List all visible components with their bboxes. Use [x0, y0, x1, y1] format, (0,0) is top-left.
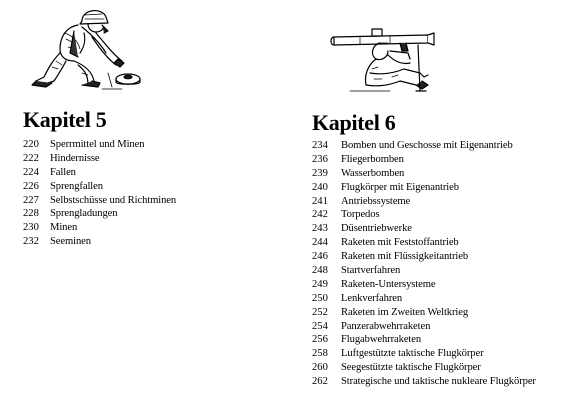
toc-entry[interactable]: [312, 139, 536, 153]
entry-title: Torpedos: [341, 209, 380, 221]
page-number: 234: [312, 140, 328, 151]
page-number: 262: [312, 376, 328, 388]
chapter-5-section: [23, 108, 176, 249]
entry-title: Raketen mit Feststoffantrieb: [341, 237, 459, 249]
page-number: 250: [312, 292, 328, 304]
toc-entry[interactable]: [312, 278, 536, 292]
entry-title: Hindernisse: [50, 152, 100, 164]
toc-entry[interactable]: [312, 264, 536, 278]
toc-entry[interactable]: [312, 208, 536, 222]
page-number: 236: [312, 153, 328, 165]
page-number: 222: [23, 152, 39, 164]
page-number: 227: [23, 194, 39, 206]
toc-entry[interactable]: [312, 361, 536, 375]
page-number: 239: [312, 167, 328, 179]
toc-entry[interactable]: [23, 194, 176, 208]
entry-title: Antriebssysteme: [341, 195, 411, 207]
page-number: 260: [312, 362, 328, 374]
page-number: 240: [312, 181, 328, 193]
chapter-contents-list: [312, 139, 536, 389]
entry-title: Flugabwehrraketen: [341, 334, 422, 346]
entry-title: Raketen mit Flüssigkeitantrieb: [341, 251, 469, 263]
page-number: 241: [312, 195, 328, 207]
toc-entry[interactable]: [23, 221, 176, 235]
toc-entry[interactable]: [312, 167, 536, 181]
toc-entry[interactable]: [312, 250, 536, 264]
page-number: 248: [312, 265, 328, 277]
entry-title: Wasserbomben: [341, 167, 405, 179]
entry-title: Raketen-Untersysteme: [341, 278, 436, 290]
entry-title: Startverfahren: [341, 265, 401, 277]
toc-entry[interactable]: [312, 347, 536, 361]
entry-title: Seeminen: [50, 236, 91, 248]
entry-title: Düsentriebwerke: [341, 223, 412, 235]
entry-title: Bomben und Geschosse mit Eigenantrieb: [341, 140, 513, 151]
toc-entry[interactable]: [23, 207, 176, 221]
entry-title: Panzerabwehrraketen: [341, 320, 431, 332]
toc-entry[interactable]: [23, 138, 176, 152]
entry-title: Sprengfallen: [50, 180, 103, 192]
page-number: 242: [312, 209, 328, 221]
entry-title: Raketen im Zweiten Weltkrieg: [341, 306, 469, 318]
toc-entry[interactable]: [312, 195, 536, 209]
toc-entry[interactable]: [23, 166, 176, 180]
page-number: 246: [312, 251, 328, 263]
page-number: 244: [312, 237, 328, 249]
page-number: 224: [23, 166, 39, 178]
page-number: 258: [312, 348, 328, 360]
entry-title: Sperrmittel und Minen: [50, 139, 145, 150]
entry-title: Fallen: [50, 166, 76, 178]
toc-entry[interactable]: [312, 236, 536, 250]
soldier-laying-mine-illustration: [22, 3, 152, 98]
entry-title: Seegestützte taktische Flugkörper: [341, 362, 481, 374]
toc-entry[interactable]: [23, 152, 176, 166]
toc-entry[interactable]: [312, 306, 536, 320]
toc-entry[interactable]: [312, 333, 536, 347]
chapter-title: Kapitel 5: [23, 107, 107, 132]
toc-entry[interactable]: [312, 153, 536, 167]
entry-title: Minen: [50, 222, 78, 234]
chapter-contents-list: [23, 138, 176, 249]
entry-title: Luftgestützte taktische Flugkörper: [341, 348, 484, 360]
page-number: 256: [312, 334, 328, 346]
page-number: 220: [23, 139, 39, 150]
entry-title: Sprengladungen: [50, 208, 118, 220]
chapter-6-section: [312, 111, 536, 389]
page-number: 252: [312, 306, 328, 318]
soldier-with-rocket-launcher-illustration: [330, 25, 438, 97]
toc-entry[interactable]: [312, 320, 536, 334]
page-number: 249: [312, 278, 328, 290]
chapter-title: Kapitel 6: [312, 110, 396, 135]
page-number: 243: [312, 223, 328, 235]
toc-entry[interactable]: [312, 375, 536, 389]
entry-title: Flugkörper mit Eigenantrieb: [341, 181, 459, 193]
toc-entry[interactable]: [312, 222, 536, 236]
toc-entry[interactable]: [23, 235, 176, 249]
toc-entry[interactable]: [312, 292, 536, 306]
entry-title: Selbstschüsse und Richtminen: [50, 194, 177, 206]
entry-title: Fliegerbomben: [341, 153, 404, 165]
entry-title: Lenkverfahren: [341, 292, 403, 304]
entry-title: Strategische und taktische nukleare Flugkörper: [341, 376, 536, 388]
toc-entry[interactable]: [23, 180, 176, 194]
page-number: 254: [312, 320, 328, 332]
page-number: 232: [23, 236, 39, 248]
page-number: 226: [23, 180, 39, 192]
page-number: 230: [23, 222, 39, 234]
toc-entry[interactable]: [312, 181, 536, 195]
page-number: 228: [23, 208, 39, 220]
